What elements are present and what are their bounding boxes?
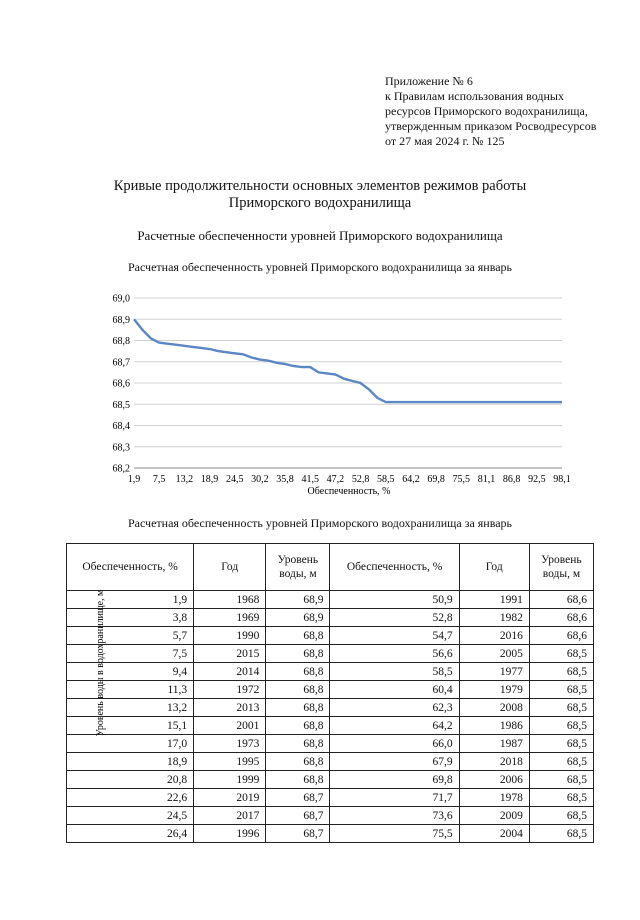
y-tick-label: 68,8 <box>112 336 130 347</box>
y-tick-label: 68,3 <box>112 442 130 454</box>
page-title <box>0 178 640 212</box>
x-tick-label: 13,2 <box>175 474 194 485</box>
series-line <box>134 319 562 402</box>
table-cell: 68,5 <box>529 807 593 825</box>
table-cell: 2004 <box>459 825 529 843</box>
table-cell: 68,6 <box>529 591 593 609</box>
table-cell: 1986 <box>459 717 529 735</box>
table-cell: 68,5 <box>529 753 593 771</box>
table-row <box>67 735 594 753</box>
x-axis-label: Обеспеченность, % <box>307 486 391 497</box>
x-tick-label: 75,5 <box>452 474 471 485</box>
x-tick-label: 30,2 <box>251 474 269 485</box>
y-tick-labels <box>113 294 131 475</box>
table-cell: 68,8 <box>266 699 330 717</box>
x-tick-labels <box>128 474 571 485</box>
table-cell: 1973 <box>194 735 266 753</box>
table-cell: 2006 <box>459 771 529 789</box>
x-tick-label: 98,1 <box>553 474 571 485</box>
x-tick-label: 64,2 <box>402 474 420 485</box>
table-cell: 13,2 <box>67 699 194 717</box>
y-tick-label: 69,0 <box>112 293 130 305</box>
table-cell: 68,6 <box>529 627 593 645</box>
table-row <box>67 645 594 663</box>
table-row <box>67 789 594 807</box>
header-cell: Уровень воды, м <box>529 544 593 591</box>
table-cell: 17,0 <box>67 735 194 753</box>
table-cell: 1987 <box>459 735 529 753</box>
table-cell: 75,5 <box>330 825 459 843</box>
page-title-line: Кривые продолжительности основных элементов режимов работы <box>113 178 527 194</box>
table-row <box>67 627 594 645</box>
y-tick-label: 68,5 <box>112 399 130 411</box>
table-cell: 3,8 <box>67 609 194 627</box>
appendix-line: Приложение № 6 <box>385 74 473 88</box>
table-cell: 1999 <box>194 771 266 789</box>
table-cell: 2013 <box>194 699 266 717</box>
table-cell: 2008 <box>459 699 529 717</box>
table-cell: 1982 <box>459 609 529 627</box>
table-cell: 68,7 <box>266 807 330 825</box>
table-cell: 68,7 <box>266 789 330 807</box>
table-cell: 64,2 <box>330 717 459 735</box>
appendix-line: утвержденным приказом Росводресурсов <box>385 119 597 133</box>
table-cell: 1968 <box>194 591 266 609</box>
x-tick-label: 92,5 <box>528 474 546 485</box>
table-cell: 2018 <box>459 753 529 771</box>
table-row <box>67 663 594 681</box>
table-cell: 5,7 <box>67 627 194 645</box>
table-cell: 50,9 <box>330 591 459 609</box>
header-cell: Год <box>194 544 266 591</box>
table-row <box>67 753 594 771</box>
table-cell: 69,8 <box>330 771 459 789</box>
table-cell: 68,8 <box>266 681 330 699</box>
table-cell: 1995 <box>194 753 266 771</box>
table-cell: 68,5 <box>529 735 593 753</box>
y-tick-label: 68,4 <box>112 421 130 432</box>
table-cell: 73,6 <box>330 807 459 825</box>
table-cell: 2019 <box>194 789 266 807</box>
table-cell: 68,8 <box>266 663 330 681</box>
table-cell: 9,4 <box>67 663 194 681</box>
table-cell: 68,8 <box>266 735 330 753</box>
y-tick-label: 68,9 <box>112 314 130 326</box>
x-tick-label: 24,5 <box>225 474 244 485</box>
table-row <box>67 771 594 789</box>
table-cell: 1972 <box>194 681 266 699</box>
header-cell: Обеспеченность, % <box>330 544 459 591</box>
table-cell: 18,9 <box>67 753 194 771</box>
x-tick-label: 18,9 <box>200 474 219 485</box>
section-title: Расчетные обеспеченности уровней Приморского водохранилища <box>137 228 503 243</box>
table-cell: 2016 <box>459 627 529 645</box>
table-cell: 68,6 <box>529 609 593 627</box>
x-tick-label: 35,8 <box>276 474 294 485</box>
table-row <box>67 591 594 609</box>
table-cell: 2005 <box>459 645 529 663</box>
table-cell: 2015 <box>194 645 266 663</box>
table-cell: 1978 <box>459 789 529 807</box>
x-tick-label: 47,2 <box>326 474 345 485</box>
x-tick-label: 7,5 <box>152 474 166 485</box>
table-row <box>67 681 594 699</box>
table-cell: 62,3 <box>330 699 459 717</box>
table-cell: 54,7 <box>330 627 459 645</box>
table-cell: 68,8 <box>266 753 330 771</box>
table-cell: 68,8 <box>266 771 330 789</box>
table-cell: 22,6 <box>67 789 194 807</box>
levels-table <box>66 543 594 843</box>
appendix-line: от 27 мая 2024 г. № 125 <box>385 134 505 148</box>
table-cell: 20,8 <box>67 771 194 789</box>
table-cell: 68,5 <box>529 717 593 735</box>
table-row <box>67 825 594 843</box>
y-tick-label: 68,7 <box>112 357 130 369</box>
x-tick-label: 86,8 <box>502 474 521 485</box>
table-cell: 2009 <box>459 807 529 825</box>
x-tick-label: 58,5 <box>377 474 395 485</box>
table-cell: 1979 <box>459 681 529 699</box>
appendix-line: ресурсов Приморского водохранилища, <box>385 104 588 118</box>
table-row <box>67 807 594 825</box>
header-cell: Уровень воды, м <box>266 544 330 591</box>
table-cell: 1990 <box>194 627 266 645</box>
chart-grid <box>134 298 562 468</box>
appendix-line: к Правилам использования водных <box>385 89 564 103</box>
table-cell: 68,5 <box>529 681 593 699</box>
table-row <box>67 717 594 735</box>
table-cell: 11,3 <box>67 681 194 699</box>
table-cell: 68,5 <box>529 663 593 681</box>
table-cell: 58,5 <box>330 663 459 681</box>
x-tick-label: 52,8 <box>351 474 370 485</box>
x-tick-label: 1,9 <box>127 474 141 485</box>
table-cell: 26,4 <box>67 825 194 843</box>
table-header-row <box>67 544 594 591</box>
chart-title: Расчетная обеспеченность уровней Приморского водохранилища за январь <box>127 260 513 274</box>
table-row <box>67 609 594 627</box>
table-cell: 68,8 <box>266 645 330 663</box>
table-cell: 52,8 <box>330 609 459 627</box>
table-cell: 68,9 <box>266 609 330 627</box>
table-cell: 1977 <box>459 663 529 681</box>
table-cell: 1996 <box>194 825 266 843</box>
x-tick-label: 41,5 <box>301 474 319 485</box>
table-cell: 66,0 <box>330 735 459 753</box>
table-cell: 7,5 <box>67 645 194 663</box>
table-cell: 68,8 <box>266 627 330 645</box>
x-tick-label: 81,1 <box>477 474 496 485</box>
table-cell: 24,5 <box>67 807 194 825</box>
table-cell: 15,1 <box>67 717 194 735</box>
appendix-note <box>385 74 596 149</box>
header-cell: Год <box>459 544 529 591</box>
table-title: Расчетная обеспеченность уровней Приморского водохранилища за январь <box>127 516 513 530</box>
table-cell: 68,7 <box>266 825 330 843</box>
table-cell: 71,7 <box>330 789 459 807</box>
y-tick-label: 68,2 <box>112 463 130 475</box>
table-cell: 2014 <box>194 663 266 681</box>
table-cell: 68,5 <box>529 699 593 717</box>
table-cell: 1991 <box>459 591 529 609</box>
table-cell: 1,9 <box>67 591 194 609</box>
header-cell: Обеспеченность, % <box>67 544 194 591</box>
table-cell: 68,5 <box>529 789 593 807</box>
y-axis-label: Уровень воды в водохранилище, м <box>95 589 106 737</box>
table-cell: 68,5 <box>529 645 593 663</box>
table-row <box>67 699 594 717</box>
table-cell: 68,8 <box>266 717 330 735</box>
table-cell: 68,5 <box>529 825 593 843</box>
table-cell: 68,9 <box>266 591 330 609</box>
table-cell: 2017 <box>194 807 266 825</box>
table-cell: 60,4 <box>330 681 459 699</box>
y-tick-label: 68,6 <box>112 378 130 390</box>
x-tick-label: 69,8 <box>427 474 445 485</box>
table-cell: 56,6 <box>330 645 459 663</box>
page-title-line: Приморского водохранилища <box>228 195 412 211</box>
table-cell: 1969 <box>194 609 266 627</box>
table-cell: 67,9 <box>330 753 459 771</box>
table-cell: 68,5 <box>529 771 593 789</box>
table-cell: 2001 <box>194 717 266 735</box>
